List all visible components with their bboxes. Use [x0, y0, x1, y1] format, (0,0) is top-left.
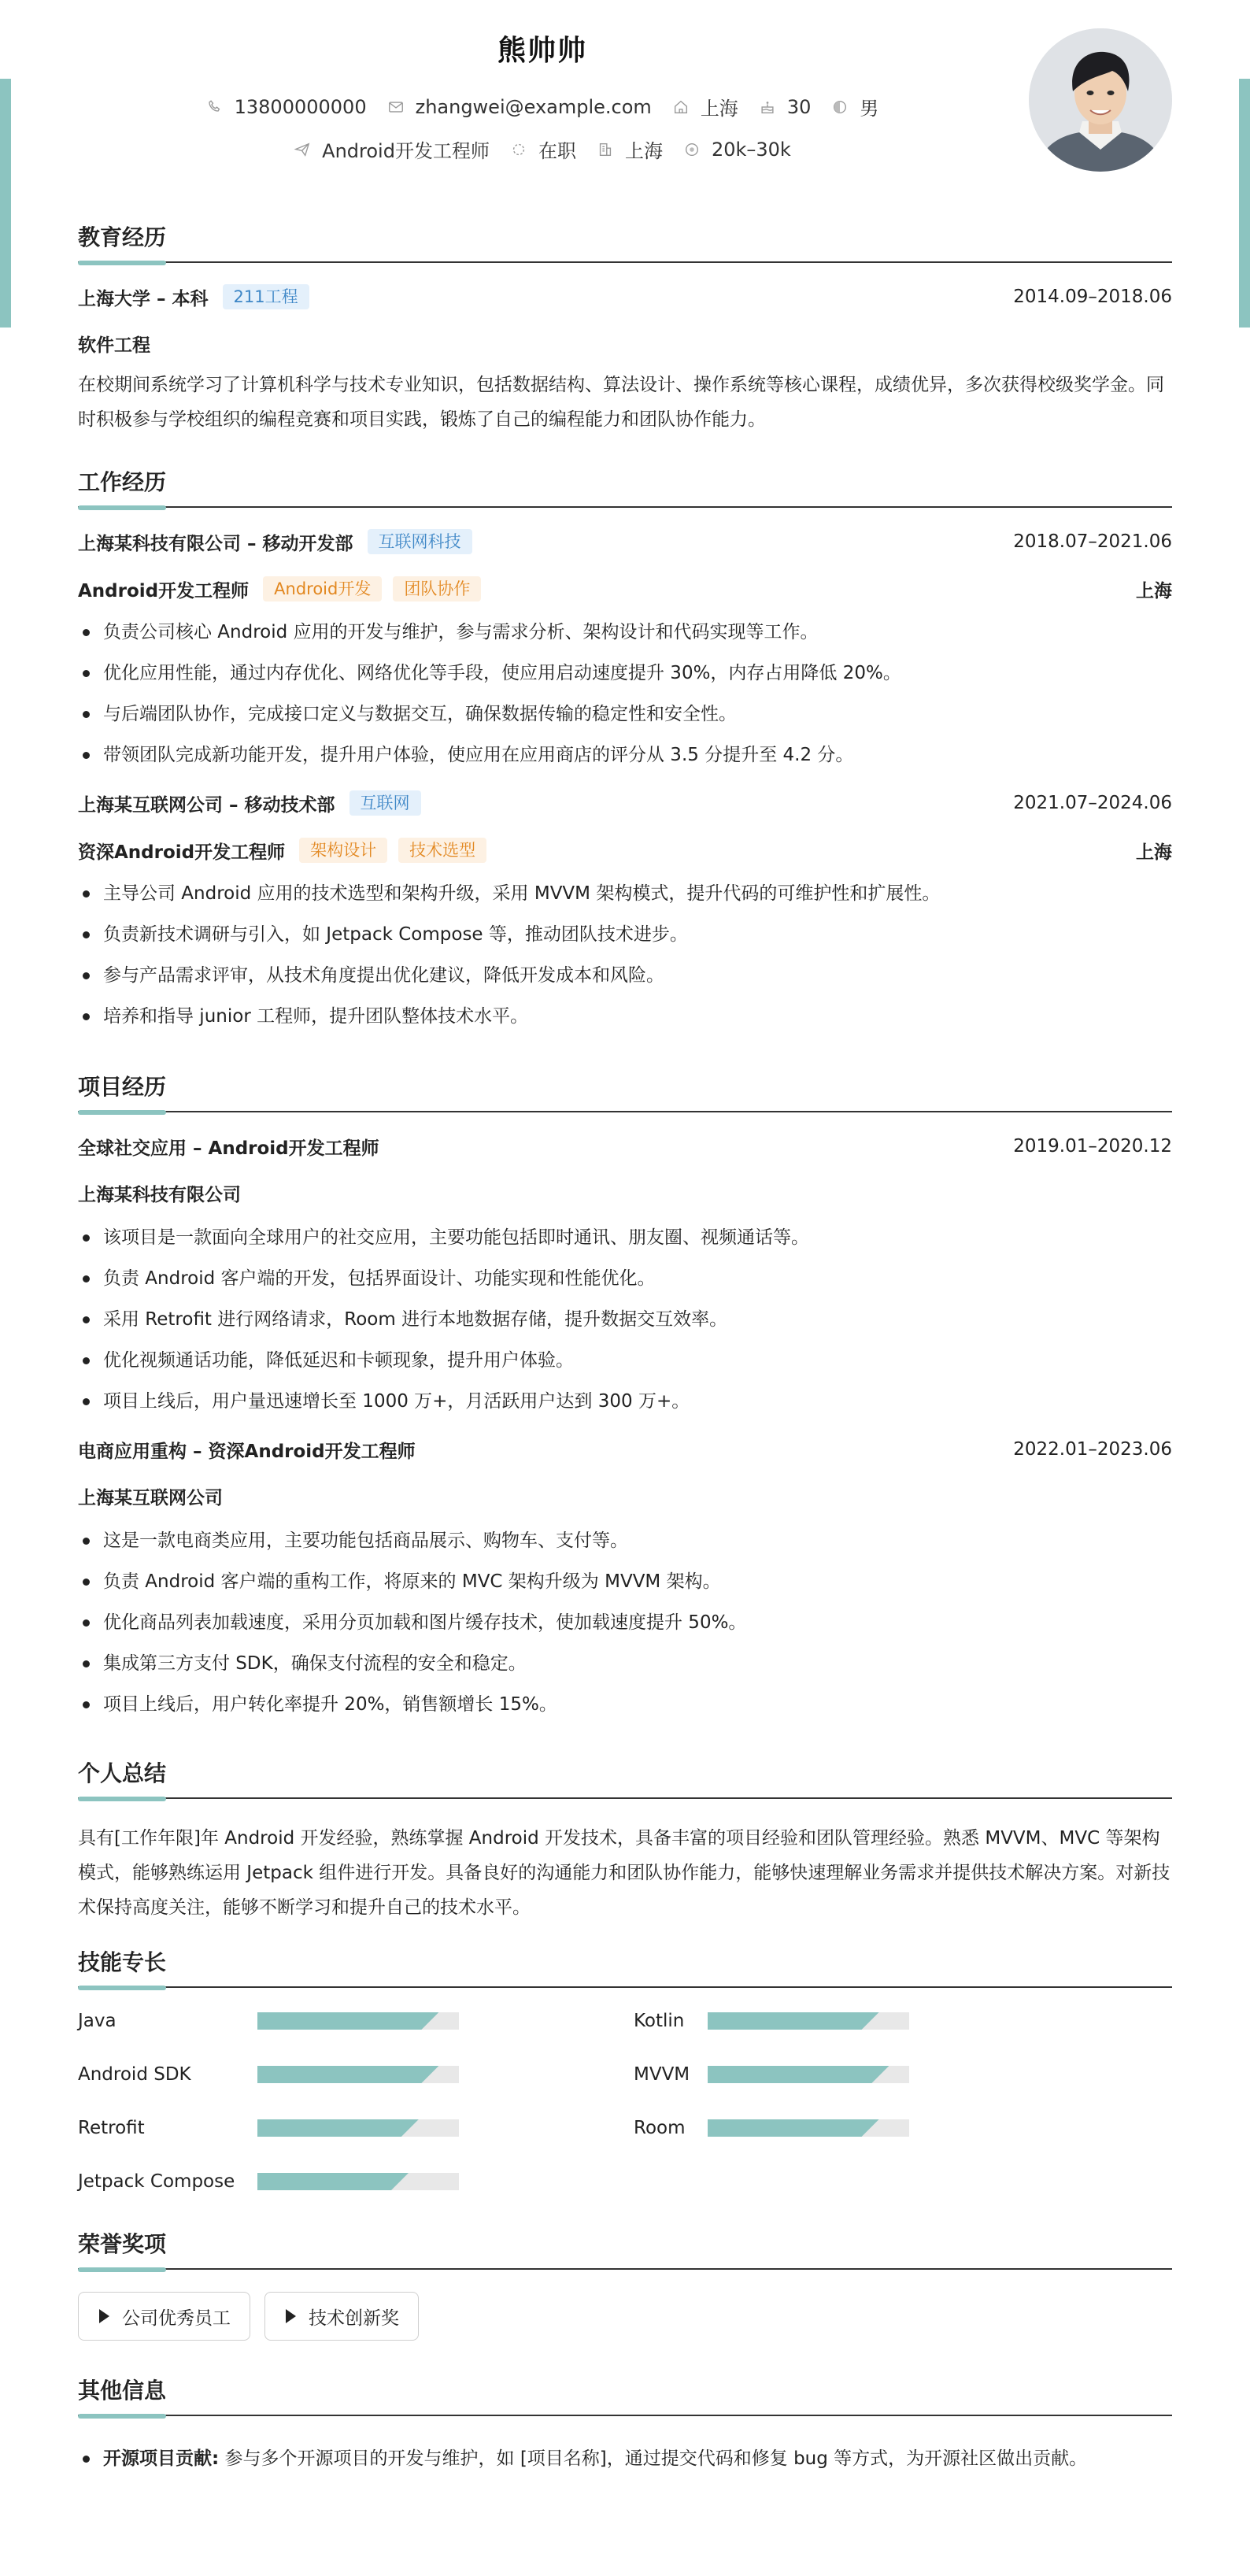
location-item [672, 93, 738, 120]
summary-title: 个人总结 [78, 1756, 1172, 1799]
job-role: 资深Android开发工程师 [78, 842, 286, 863]
award-badge [264, 2292, 419, 2341]
major: 软件工程 [78, 335, 150, 356]
right-accent-bar [1239, 79, 1250, 328]
job-company: 上海某科技有限公司 – 移动开发部 [78, 533, 353, 554]
triangle-icon [99, 2309, 109, 2323]
skill-item [634, 2063, 1172, 2086]
skill-bar [257, 2119, 459, 2137]
salary-item [683, 139, 791, 161]
job-intent-row [78, 135, 1007, 163]
status-text: 在职 [538, 140, 576, 162]
award-label: 技术创新奖 [309, 2308, 399, 2329]
skill-bar-fill [257, 2119, 419, 2137]
list-item: 集成第三方支付 SDK，确保支付流程的安全和稳定。 [78, 1643, 1172, 1684]
project-dates: 2019.01–2020.12 [1013, 1136, 1172, 1157]
education-entry-header [78, 285, 1172, 309]
paper-plane-icon [294, 141, 311, 158]
skill-name: MVVM [634, 2064, 690, 2085]
list-item: 带领团队完成新功能开发，提升用户体验，使应用在应用商店的评分从 3.5 分提升至 4.2 分。 [78, 735, 1172, 775]
triangle-icon [286, 2309, 296, 2323]
skill-bar [257, 2173, 459, 2190]
job-company: 上海某互联网公司 – 移动技术部 [78, 794, 335, 816]
skill-bar-fill [257, 2012, 438, 2030]
job-entry [78, 530, 1172, 775]
skills-section [78, 1945, 1172, 2193]
projects-title: 项目经历 [78, 1070, 1172, 1112]
other-list [78, 2438, 1172, 2479]
list-item: 优化视频通话功能，降低延迟和卡顿现象，提升用户体验。 [78, 1340, 1172, 1381]
education-section [78, 220, 1172, 437]
job-role-row [78, 838, 1172, 862]
list-item: 优化应用性能，通过内存优化、网络优化等手段，使应用启动速度提升 30%，内存占用降低 20%。 [78, 653, 1172, 694]
skill-bar [708, 2066, 909, 2083]
awards-list [78, 2292, 1172, 2341]
job-dates: 2018.07–2021.06 [1013, 531, 1172, 552]
job-role: Android开发工程师 [78, 580, 250, 601]
list-item: 采用 Retrofit 进行网络请求，Room 进行本地数据存储，提升数据交互效率。 [78, 1299, 1172, 1340]
city-item [597, 135, 663, 163]
summary-section [78, 1756, 1172, 1925]
awards-title: 荣誉奖项 [78, 2227, 1172, 2270]
email-item [387, 96, 652, 118]
job-skill-tag: 技术选型 [398, 838, 486, 863]
skill-bar-fill [708, 2119, 879, 2137]
salary-text: 20k–30k [711, 138, 791, 161]
home-icon [672, 98, 690, 116]
job-industry-tag: 互联网科技 [368, 529, 472, 554]
skill-name: Java [78, 2011, 116, 2031]
salary-icon [683, 141, 701, 158]
awards-section [78, 2227, 1172, 2341]
phone-icon [206, 98, 224, 116]
project-entry [78, 1134, 1172, 1422]
project-bullets [78, 1520, 1172, 1725]
building-icon [597, 141, 614, 158]
resume-header [78, 0, 1172, 197]
other-title: 其他信息 [78, 2374, 1172, 2416]
skill-item [78, 2117, 634, 2139]
status-icon [510, 141, 527, 158]
phone-text: 13800000000 [234, 95, 367, 118]
skill-item [634, 2010, 1172, 2032]
gender-item [831, 93, 878, 120]
list-item: 主导公司 Android 应用的技术选型和架构升级，采用 MVVM 架构模式，提升代码的可维护性和扩展性。 [78, 873, 1172, 914]
project-company: 上海某互联网公司 [78, 1488, 223, 1508]
position-text: Android开发工程师 [322, 140, 490, 162]
skill-name: Android SDK [78, 2064, 191, 2085]
avatar [1029, 28, 1172, 172]
list-item: 负责 Android 客户端的重构工作，将原来的 MVC 架构升级为 MVVM 架构。 [78, 1561, 1172, 1602]
position-item [294, 135, 490, 163]
list-item: 与后端团队协作，完成接口定义与数据交互，确保数据传输的稳定性和安全性。 [78, 694, 1172, 735]
project-name-role: 电商应用重构 – 资深Android开发工程师 [78, 1441, 416, 1462]
gender-text: 男 [860, 98, 879, 120]
city-text: 上海 [624, 140, 663, 162]
job-skill-tag: Android开发 [263, 576, 382, 601]
job-role-row [78, 577, 1172, 601]
location-text: 上海 [700, 98, 738, 120]
skill-name: Jetpack Compose [78, 2171, 235, 2192]
summary-text: 具有[工作年限]年 Android 开发经验，熟练掌握 Android 开发技术，具备丰富的项目经验和团队管理经验。熟悉 MVVM、MVC 等架构模式，能够熟练运用 Jetpack 组件进行开发。具备良好的沟通能力和团队协作能力，能够快速理解业务需求并提供技术解决方案。对新技术保持高度关注，能够不断学习和提升自己的技术水平。 [78, 1828, 1170, 1918]
job-company-row [78, 791, 1172, 815]
other-item-label: 开源项目贡献: [103, 2448, 220, 2469]
job-city: 上海 [1136, 580, 1172, 601]
skill-bar-fill [708, 2066, 889, 2083]
phone-item [206, 96, 367, 118]
job-bullets [78, 612, 1172, 775]
project-header-row [78, 1438, 1172, 1461]
skills-title: 技能专长 [78, 1945, 1172, 1988]
skills-grid [78, 2010, 1172, 2193]
skill-item [78, 2171, 634, 2193]
projects-section [78, 1070, 1172, 1725]
left-accent-bar [0, 79, 11, 328]
list-item: 该项目是一款面向全球用户的社交应用，主要功能包括即时通讯、朋友圈、视频通话等。 [78, 1217, 1172, 1258]
award-badge [78, 2292, 250, 2341]
job-bullets [78, 873, 1172, 1037]
skill-bar [708, 2012, 909, 2030]
education-dates: 2014.09–2018.06 [1013, 287, 1172, 307]
cake-icon [759, 98, 776, 116]
project-header-row [78, 1134, 1172, 1158]
contact-info-row [78, 93, 1007, 120]
list-item: 项目上线后，用户转化率提升 20%，销售额增长 15%。 [78, 1684, 1172, 1725]
status-item [510, 135, 576, 163]
list-item: 这是一款电商类应用，主要功能包括商品展示、购物车、支付等。 [78, 1520, 1172, 1561]
list-item: 参与产品需求评审，从技术角度提出优化建议，降低开发成本和风险。 [78, 955, 1172, 996]
skill-item [634, 2117, 1172, 2139]
list-item: 负责 Android 客户端的开发，包括界面设计、功能实现和性能优化。 [78, 1258, 1172, 1299]
list-item: 优化商品列表加载速度，采用分页加载和图片缓存技术，使加载速度提升 50%。 [78, 1602, 1172, 1643]
project-name-role: 全球社交应用 – Android开发工程师 [78, 1138, 379, 1159]
skill-name: Room [634, 2118, 686, 2138]
project-company: 上海某科技有限公司 [78, 1185, 241, 1205]
skill-name: Kotlin [634, 2011, 685, 2031]
job-skill-tag: 架构设计 [299, 838, 387, 863]
job-entry [78, 791, 1172, 1037]
skill-bar-fill [257, 2066, 438, 2083]
job-skill-tag: 团队协作 [393, 576, 481, 601]
email-text: zhangwei@example.com [415, 95, 652, 118]
list-item: 培养和指导 junior 工程师，提升团队整体技术水平。 [78, 996, 1172, 1037]
skill-bar [708, 2119, 909, 2137]
age-item [759, 96, 812, 118]
list-item: 负责公司核心 Android 应用的开发与维护，参与需求分析、架构设计和代码实现等工作。 [78, 612, 1172, 653]
work-section [78, 465, 1172, 1037]
project-dates: 2022.01–2023.06 [1013, 1439, 1172, 1460]
skill-name: Retrofit [78, 2118, 145, 2138]
gender-icon [831, 98, 849, 116]
skill-item [78, 2063, 634, 2086]
skill-bar [257, 2012, 459, 2030]
job-city: 上海 [1136, 842, 1172, 863]
skill-bar-fill [257, 2173, 409, 2190]
school-degree: 上海大学 – 本科 [78, 288, 209, 309]
list-item: 负责新技术调研与引入，如 Jetpack Compose 等，推动团队技术进步。 [78, 914, 1172, 955]
job-industry-tag: 互联网 [349, 790, 421, 816]
project-bullets [78, 1217, 1172, 1422]
project-entry [78, 1438, 1172, 1725]
age-text: 30 [786, 95, 812, 118]
other-item-text: 参与多个开源项目的开发与维护，如 [项目名称]，通过提交代码和修复 bug 等方式，为开源社区做出贡献。 [224, 2448, 1088, 2469]
email-icon [387, 98, 405, 116]
job-company-row [78, 530, 1172, 553]
list-item [78, 2438, 1172, 2479]
education-title: 教育经历 [78, 220, 1172, 263]
skill-bar-fill [708, 2012, 879, 2030]
skill-item [78, 2010, 634, 2032]
resume-page [78, 0, 1172, 2479]
award-label: 公司优秀员工 [122, 2308, 231, 2329]
work-title: 工作经历 [78, 465, 1172, 508]
school-tag: 211工程 [223, 284, 309, 309]
skill-bar [257, 2066, 459, 2083]
education-description: 在校期间系统学习了计算机科学与技术专业知识，包括数据结构、算法设计、操作系统等核心课程，成绩优异，多次获得校级奖学金。同时积极参与学校组织的编程竞赛和项目实践，锻炼了自己的编程能力和团队协作能力。 [78, 375, 1164, 430]
job-dates: 2021.07–2024.06 [1013, 793, 1172, 813]
other-section [78, 2374, 1172, 2479]
avatar-portrait [1029, 28, 1172, 172]
list-item: 项目上线后，用户量迅速增长至 1000 万+，月活跃用户达到 300 万+。 [78, 1381, 1172, 1422]
candidate-name: 熊帅帅 [497, 35, 587, 67]
